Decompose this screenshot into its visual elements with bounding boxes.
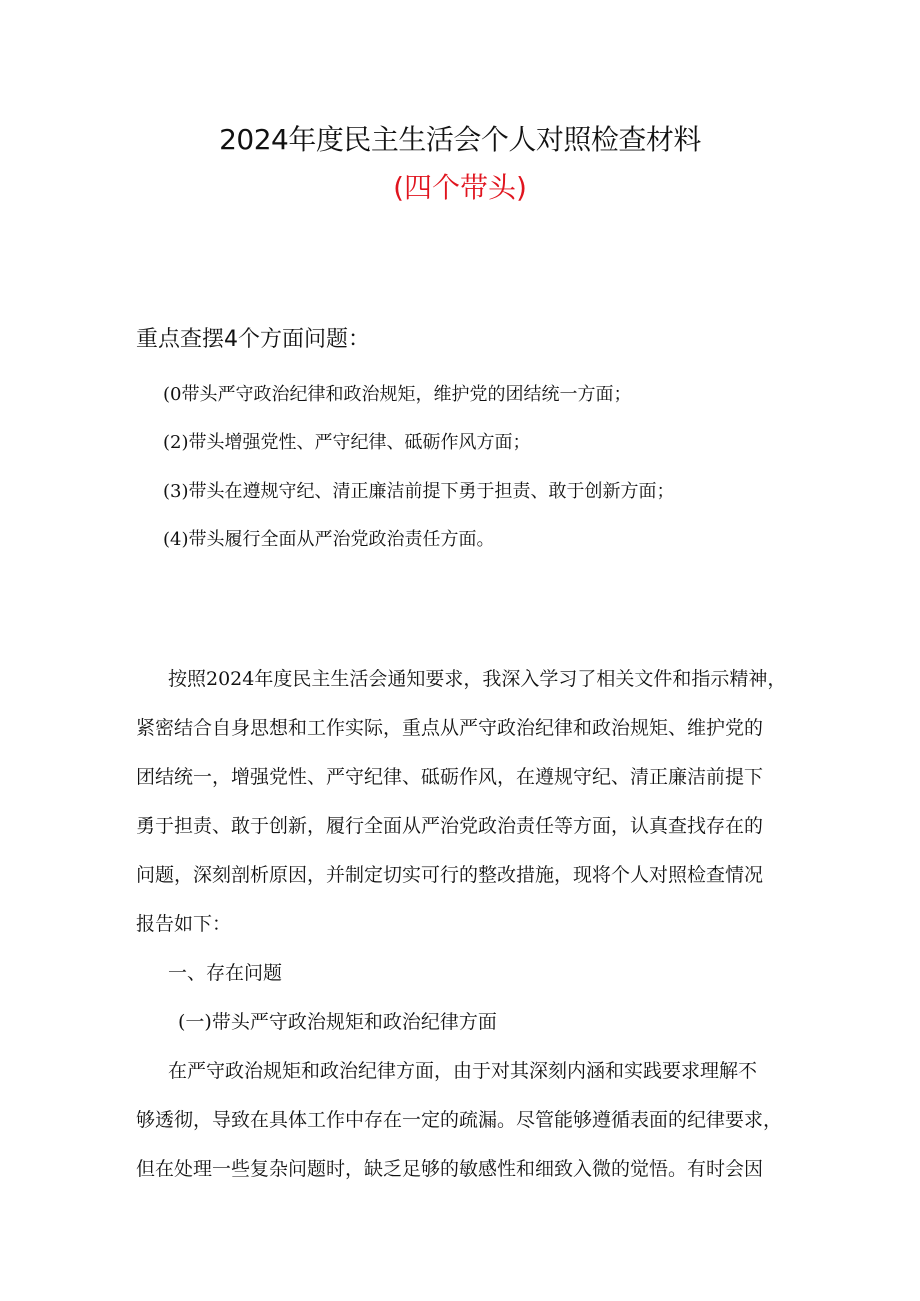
issue-item-4: (4)带头履行全面从严治党政治责任方面。 [163,529,495,550]
intro-line: 团结统一，增强党性、严守纪律、砥砺作风，在遵规守纪、清正廉洁前提下 [136,766,764,788]
key-issues-heading: 重点查摆4个方面问题： [136,327,370,352]
issue-item-2: (2)带头增强党性、严守纪律、砥砺作风方面； [163,432,531,453]
body-line: 够透彻，导致在具体工作中存在一定的疏漏。尽管能够遵循表面的纪律要求， [136,1109,783,1131]
issue-item-1: (0带头严守政治纪律和政治规矩，维护党的团结统一方面； [163,384,632,405]
section-heading: 一、存在问题 [168,962,283,984]
intro-line: 按照2024年度民主生活会通知要求，我深入学习了相关文件和指示精神， [168,668,787,690]
intro-paragraph [136,655,792,1194]
intro-line: 问题，深刻剖析原因，并制定切实可行的整改措施，现将个人对照检查情况 [136,864,764,886]
document-title: 2024年度民主生活会个人对照检查材料 [219,123,701,156]
intro-line: 勇于担责、敢于创新，履行全面从严治党政治责任等方面，认真查找存在的 [136,815,764,837]
document-subtitle: (四个带头) [393,171,527,204]
body-line: 但在处理一些复杂问题时，缺乏足够的敏感性和细致入微的觉悟。有时会因 [136,1158,764,1180]
intro-line: 紧密结合自身思想和工作实际，重点从严守政治纪律和政治规矩、维护党的 [136,717,764,739]
issue-item-3: (3)带头在遵规守纪、清正廉洁前提下勇于担责、敢于创新方面； [163,481,675,502]
subsection-heading: (一)带头严守政治规矩和政治纪律方面 [178,1011,497,1033]
intro-line: 报告如下： [136,913,232,935]
body-line: 在严守政治规矩和政治纪律方面，由于对其深刻内涵和实践要求理解不 [168,1060,758,1082]
